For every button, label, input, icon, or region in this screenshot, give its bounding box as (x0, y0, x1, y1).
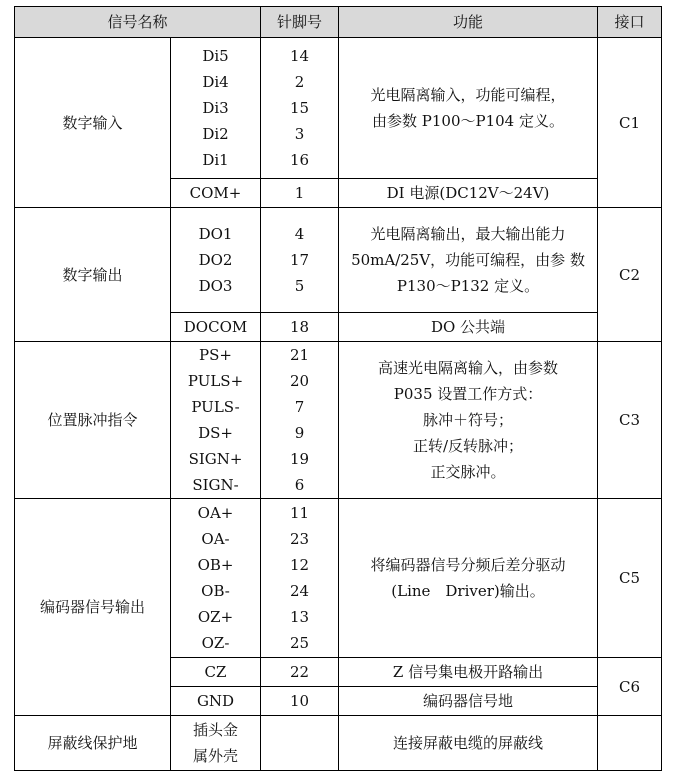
function-line: 正转/反转脉冲； (412, 437, 524, 455)
signal: DS+ (198, 424, 233, 442)
port-c2: C2 (598, 208, 662, 342)
signal-docom: DOCOM (171, 313, 261, 342)
function-com: DI 电源(DC12V～24V) (339, 179, 598, 208)
pin: 24 (289, 582, 310, 600)
pin: 12 (289, 556, 310, 574)
pin: 2 (294, 73, 305, 91)
pin-list-encoder (261, 499, 339, 658)
function-line: 光电隔离输入，功能可编程， (370, 86, 566, 104)
signal-list-shield (171, 716, 261, 771)
signal-table (14, 6, 662, 771)
header-signal-name: 信号名称 (15, 7, 261, 38)
signal: 插头金 (193, 721, 239, 739)
header-pin: 针脚号 (261, 7, 339, 38)
signal: PS+ (199, 346, 232, 364)
signal: Di2 (202, 125, 229, 143)
function-line: 正交脉冲。 (430, 463, 506, 481)
signal: Di5 (202, 47, 229, 65)
port-c1: C1 (598, 38, 662, 208)
pin: 6 (294, 476, 305, 494)
signal-gnd: GND (171, 687, 261, 716)
group-name-pulse: 位置脉冲指令 (15, 342, 171, 499)
group-name-encoder: 编码器信号输出 (15, 499, 171, 716)
function-line: (Line Driver)输出。 (391, 582, 545, 600)
function-shield: 连接屏蔽电缆的屏蔽线 (339, 716, 598, 771)
pin: 7 (294, 398, 305, 416)
function-line: 50mA/25V，功能可编程，由参 数 (351, 251, 585, 269)
signal: Di1 (202, 151, 229, 169)
pin-list-digital-in (261, 38, 339, 179)
pin-list-digital-out (261, 208, 339, 313)
pin: 19 (289, 450, 310, 468)
pin: 9 (294, 424, 305, 442)
port-shield (598, 716, 662, 771)
header-function: 功能 (339, 7, 598, 38)
signal-com: COM+ (171, 179, 261, 208)
group-pulse (15, 342, 662, 499)
signal: DO3 (198, 277, 233, 295)
port-c5: C5 (598, 499, 662, 658)
pin: 14 (289, 47, 310, 65)
group-shield (15, 716, 662, 771)
function-line: 高速光电隔离输入，由参数 (378, 359, 559, 377)
pin-list-pulse (261, 342, 339, 499)
function-line: P035 设置工作方式： (393, 385, 543, 403)
pin: 17 (289, 251, 310, 269)
function-cz: Z 信号集电极开路输出 (339, 658, 598, 687)
pin: 15 (289, 99, 310, 117)
pin-com: 1 (261, 179, 339, 208)
signal: OA- (201, 530, 230, 548)
signal: PULS+ (187, 372, 244, 390)
pin: 11 (289, 504, 310, 522)
function-line: P130～P132 定义。 (396, 277, 540, 295)
signal-list-encoder (171, 499, 261, 658)
pin-docom: 18 (261, 313, 339, 342)
pin: 25 (289, 634, 310, 652)
pin: 5 (294, 277, 305, 295)
function-line: 脉冲＋符号； (423, 411, 514, 429)
port-c6: C6 (598, 658, 662, 716)
signal-list-digital-in (171, 38, 261, 179)
header-port: 接口 (598, 7, 662, 38)
pin: 16 (289, 151, 310, 169)
signal: SIGN+ (188, 450, 243, 468)
signal: DO1 (198, 225, 233, 243)
pin: 13 (289, 608, 310, 626)
function-line: 将编码器信号分频后差分驱动 (370, 556, 566, 574)
signal: DO2 (198, 251, 233, 269)
group-encoder (15, 499, 662, 658)
signal: OA+ (197, 504, 234, 522)
group-digital-out (15, 208, 662, 313)
signal: PULS- (191, 398, 240, 416)
pin-gnd: 10 (261, 687, 339, 716)
group-digital-in (15, 38, 662, 179)
pin: 4 (294, 225, 305, 243)
group-name-digital-out: 数字输出 (15, 208, 171, 342)
function-pulse (339, 342, 598, 499)
signal-list-digital-out (171, 208, 261, 313)
header-row (15, 7, 662, 38)
function-line: 由参数 P100～P104 定义。 (372, 112, 564, 130)
group-name-shield: 屏蔽线保护地 (15, 716, 171, 771)
pin: 20 (289, 372, 310, 390)
pin-shield (261, 716, 339, 771)
function-digital-out (339, 208, 598, 313)
function-line: 光电隔离输出，最大输出能力 (370, 225, 566, 243)
signal: OB- (201, 582, 230, 600)
pin: 23 (289, 530, 310, 548)
signal: Di3 (202, 99, 229, 117)
signal: OZ+ (197, 608, 234, 626)
pin-cz: 22 (261, 658, 339, 687)
signal-cz: CZ (171, 658, 261, 687)
function-encoder (339, 499, 598, 658)
function-gnd: 编码器信号地 (339, 687, 598, 716)
signal-list-pulse (171, 342, 261, 499)
pin: 21 (289, 346, 310, 364)
signal: OZ- (201, 634, 230, 652)
function-digital-in (339, 38, 598, 179)
signal: SIGN- (192, 476, 239, 494)
port-c3: C3 (598, 342, 662, 499)
pin: 3 (294, 125, 305, 143)
signal: Di4 (202, 73, 229, 91)
group-name-digital-in: 数字输入 (15, 38, 171, 208)
function-docom: DO 公共端 (339, 313, 598, 342)
signal: OB+ (197, 556, 234, 574)
signal: 属外壳 (193, 747, 239, 765)
